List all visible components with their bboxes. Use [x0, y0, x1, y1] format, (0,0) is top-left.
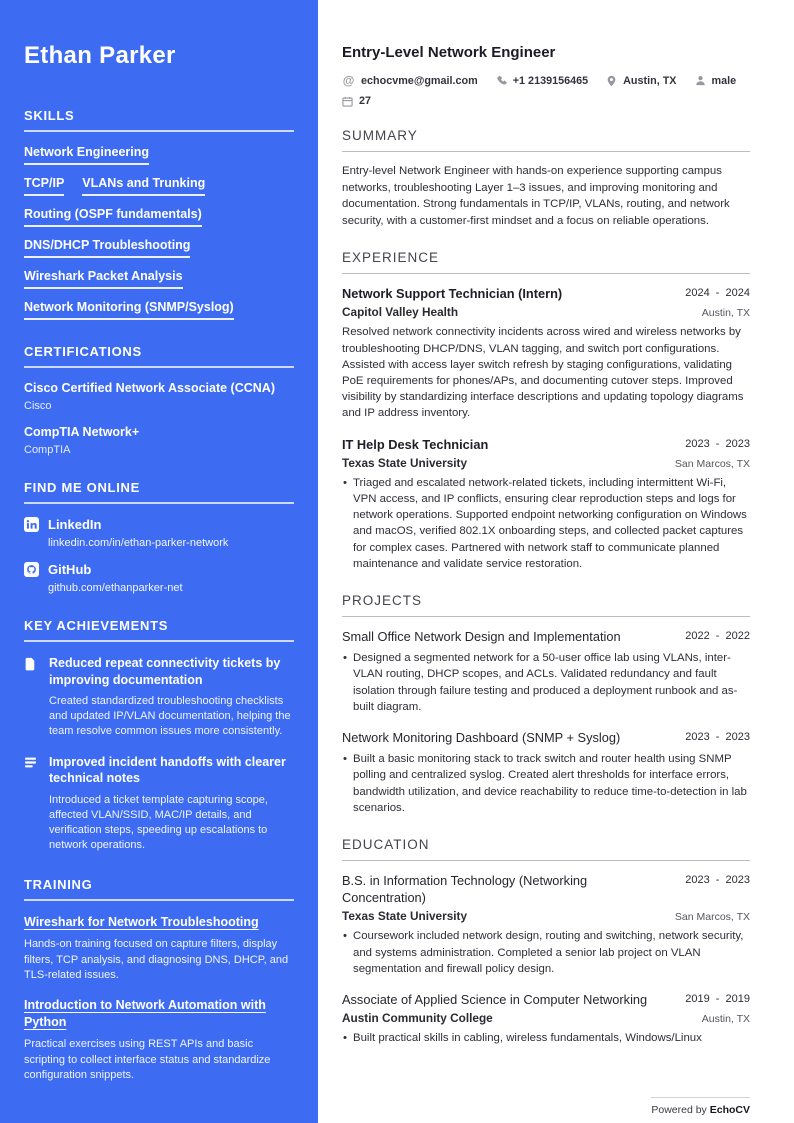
online-profile-linkedin — [24, 517, 294, 549]
contact-email[interactable] — [342, 74, 478, 87]
education-entry-header — [342, 872, 750, 907]
summary-text: Entry-level Network Engineer with hands-on experience supporting campus networks, troubleshooting Layer 1–3 issues, and improving monitoring and documentation. Strong fundamentals in TCP/IP, VLANs, routing, and network security, with a customer-first mindset and a focus on reliable operations. — [342, 165, 730, 227]
certification-issuer: CompTIA — [24, 444, 71, 456]
certification-name: CompTIA Network+ — [24, 425, 140, 439]
project-bullets — [342, 650, 750, 715]
achievement-title: Improved incident handoffs with clearer technical notes — [49, 754, 286, 786]
education-heading: EDUCATION — [342, 837, 750, 861]
contact-row-1 — [342, 74, 750, 87]
experience-entry-header — [342, 285, 750, 302]
education-bullets — [342, 1030, 750, 1046]
skills-heading: SKILLS — [24, 108, 294, 132]
training-item — [24, 914, 294, 983]
achievement-title: Reduced repeat connectivity tickets by improving documentation — [49, 656, 281, 687]
experience-dates: 2023 - 2023 — [685, 437, 750, 450]
experience-company: Texas State University — [342, 455, 468, 470]
skill-item: DNS/DHCP Troubleshooting — [24, 238, 190, 258]
education-entry — [342, 991, 750, 1046]
calendar-icon — [342, 96, 353, 107]
experience-role: Network Support Technician (Intern) — [342, 286, 563, 302]
education-bullets — [342, 928, 750, 977]
powered-by-footer — [651, 1097, 750, 1116]
achievement-body — [49, 655, 294, 740]
training-title: Wireshark for Network Troubleshooting — [24, 915, 259, 930]
education-entry — [342, 872, 750, 977]
online-profile-header — [24, 517, 294, 532]
achievement-item — [24, 754, 294, 854]
skill-item: Network Engineering — [24, 145, 149, 165]
project-entry — [342, 729, 750, 816]
projects-section — [342, 593, 750, 816]
certifications-section — [24, 344, 294, 456]
summary-section — [342, 128, 750, 229]
contact-gender-text: male — [711, 74, 737, 87]
project-entry — [342, 628, 750, 715]
certification-name: Cisco Certified Network Associate (CCNA) — [24, 381, 275, 395]
project-entry-header — [342, 729, 750, 746]
training-description: Hands-on training focused on capture filters, display filters, TCP analysis, and diagnosing DNS, DHCP, and TLS-related issues. — [24, 938, 289, 981]
skill-item: Network Monitoring (SNMP/Syslog) — [24, 300, 234, 320]
experience-entry-subheader — [342, 305, 750, 319]
powered-by-text: Powered by — [651, 1104, 707, 1116]
contact-phone-text: +1 2139156465 — [512, 74, 589, 87]
project-bullet: • Designed a segmented network for a 50-user office lab using VLANs, inter-VLAN routing, DHCP scopes, and ACLs. Validated redundancy and fault isolation through failure testing and produced a deployment runbook and as-built diagram. — [342, 650, 750, 715]
notes-icon — [24, 754, 38, 854]
contact-email-text: echocvme@gmail.com — [361, 74, 478, 87]
education-school: Austin Community College — [342, 1011, 493, 1026]
project-dates: 2023 - 2023 — [685, 730, 750, 743]
find-me-online-heading: FIND ME ONLINE — [24, 480, 294, 504]
achievement-item — [24, 655, 294, 740]
project-bullets — [342, 751, 750, 816]
achievement-body — [49, 754, 294, 854]
certification-item — [24, 381, 294, 412]
education-degree: B.S. in Information Technology (Networking Concentration) — [342, 872, 588, 906]
education-entry-header — [342, 991, 750, 1008]
certifications-heading: CERTIFICATIONS — [24, 344, 294, 368]
location-icon — [606, 75, 617, 87]
skills-row — [24, 207, 294, 227]
skills-section — [24, 108, 294, 320]
skills-row — [24, 300, 294, 320]
education-school: Texas State University — [342, 909, 468, 924]
experience-description: Resolved network connectivity incidents across wired and wireless networks by troubleshooting DHCP/DNS, VLAN tagging, and switch port configurations. Assisted with access layer switch refresh by staging configurations, validating PoE requirements for phones/APs, and documenting cutover steps. Improved visibility by standardizing interface descriptions and updating topology diagrams and IP address inventory. — [342, 326, 744, 420]
certification-item — [24, 425, 294, 456]
project-entry-header — [342, 628, 750, 645]
online-profile-url[interactable]: github.com/ethanparker-net — [48, 582, 183, 594]
sidebar — [0, 0, 318, 1123]
contact-location-text: Austin, TX — [623, 74, 677, 87]
find-me-online-section — [24, 480, 294, 594]
experience-entry-header — [342, 436, 750, 453]
brand-name[interactable]: EchoCV — [709, 1104, 750, 1116]
online-profile-label: GitHub — [48, 562, 92, 577]
experience-heading: EXPERIENCE — [342, 250, 750, 274]
linkedin-icon — [24, 517, 39, 532]
project-bullet: • Built a basic monitoring stack to track switch and router health using SNMP polling and centralized syslog. Created alert thresholds for interface errors, bandwidth utilization, and device reachability to reduce time-to-detection in lab scenarios. — [342, 751, 750, 816]
candidate-name: Ethan Parker — [24, 42, 176, 69]
education-dates: 2019 - 2019 — [685, 993, 750, 1006]
education-dates: 2023 - 2023 — [685, 873, 750, 886]
training-heading: TRAINING — [24, 877, 294, 901]
document-icon — [24, 655, 38, 740]
email-icon — [342, 74, 355, 87]
experience-location: San Marcos, TX — [674, 457, 750, 470]
experience-entry — [342, 436, 750, 572]
education-bullet: • Coursework included network design, routing and switching, network security, and systems administration. Completed a senior lab project on VLAN segmentation and firewall policy design. — [342, 928, 750, 977]
experience-role: IT Help Desk Technician — [342, 436, 489, 452]
skills-row — [24, 269, 294, 289]
education-section — [342, 837, 750, 1047]
skills-row — [24, 238, 294, 258]
summary-heading: SUMMARY — [342, 128, 750, 152]
online-profile-github — [24, 562, 294, 594]
education-location: San Marcos, TX — [674, 911, 750, 924]
education-degree: Associate of Applied Science in Computer Networking — [342, 992, 648, 1008]
skill-item: VLANs and Trunking — [82, 176, 205, 196]
achievement-description: Introduced a ticket template capturing scope, affected VLAN/SSID, MAC/IP details, and verification steps, speeding up escalations to network operations. — [49, 793, 268, 852]
experience-bullet: • Triaged and escalated network-related tickets, including intermittent Wi-Fi, VPN access, and IP conflicts, ensuring clear reproduction steps and logs for network operations. Supported endpoint networking configuration on Windows and macOS, verified 802.1X onboarding steps, and collected packet captures for complex cases. Partnered with network staff to communicate planned maintenance and validate service restoration. — [342, 475, 750, 572]
experience-entry-subheader — [342, 456, 750, 470]
education-entry-subheader — [342, 909, 750, 923]
certification-issuer: Cisco — [24, 400, 52, 412]
online-profile-label: LinkedIn — [48, 517, 102, 532]
key-achievements-heading: KEY ACHIEVEMENTS — [24, 618, 294, 642]
education-bullet: • Built practical skills in cabling, wireless fundamentals, Windows/Linux — [342, 1030, 750, 1046]
skill-item: Routing (OSPF fundamentals) — [24, 207, 202, 227]
experience-location: Austin, TX — [701, 307, 750, 320]
project-name: Small Office Network Design and Implementation — [342, 628, 621, 644]
key-achievements-section — [24, 618, 294, 853]
contact-phone[interactable] — [496, 75, 588, 87]
experience-dates: 2024 - 2024 — [685, 287, 750, 300]
education-entry-subheader — [342, 1011, 750, 1025]
skill-item: Wireshark Packet Analysis — [24, 269, 183, 289]
phone-icon — [496, 75, 507, 86]
achievement-description: Created standardized troubleshooting checklists and updated IP/VLAN documentation, helping the team resolve common issues more consistently. — [49, 695, 291, 738]
contact-row-2 — [342, 95, 750, 107]
training-item — [24, 997, 294, 1083]
contact-location — [606, 75, 676, 87]
project-dates: 2022 - 2022 — [685, 629, 750, 642]
job-title: Entry-Level Network Engineer — [342, 44, 556, 61]
skill-item: TCP/IP — [24, 176, 64, 196]
experience-entry — [342, 285, 750, 421]
training-section — [24, 877, 294, 1083]
contact-age — [342, 95, 371, 107]
person-icon — [695, 75, 706, 86]
online-profile-header — [24, 562, 294, 577]
experience-company: Capitol Valley Health — [342, 305, 459, 320]
projects-heading: PROJECTS — [342, 593, 750, 617]
online-profile-url[interactable]: linkedin.com/in/ethan-parker-network — [48, 537, 229, 549]
contact-gender — [695, 75, 737, 87]
training-title: Introduction to Network Automation with Python — [24, 997, 266, 1030]
experience-bullets — [342, 475, 750, 572]
skills-row — [24, 176, 294, 196]
training-description: Practical exercises using REST APIs and basic scripting to collect interface status and standardize configuration snippets. — [24, 1038, 271, 1081]
education-location: Austin, TX — [701, 1013, 750, 1026]
github-icon — [24, 562, 39, 577]
project-name: Network Monitoring Dashboard (SNMP + Syslog) — [342, 729, 621, 745]
svg-text:@: @ — [342, 74, 355, 87]
main-column — [318, 0, 794, 1123]
contact-age-text: 27 — [359, 95, 372, 107]
skills-row — [24, 145, 294, 165]
experience-section — [342, 250, 750, 572]
